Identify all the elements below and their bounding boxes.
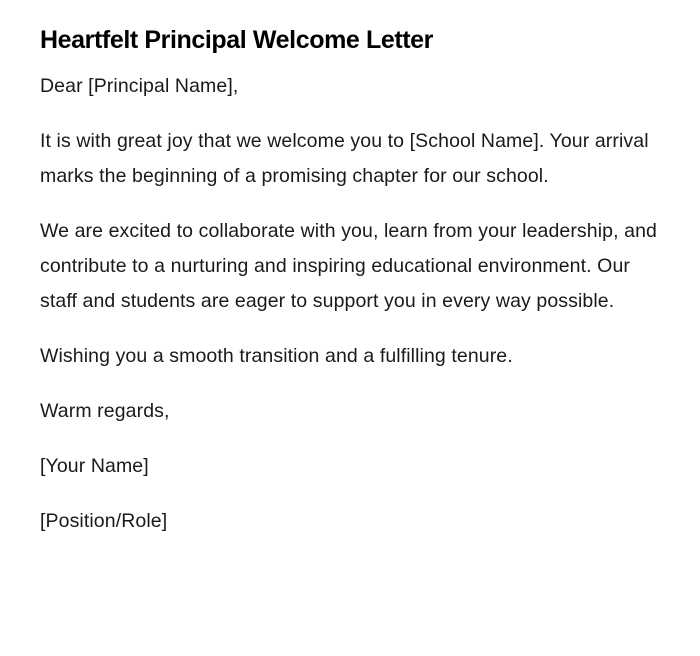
letter-title: Heartfelt Principal Welcome Letter bbox=[40, 26, 434, 54]
body-paragraph: It is with great joy that we welcome you to [School Name]. Your arrival marks the beginning of a promising chapter for our school. bbox=[40, 130, 649, 187]
body-paragraph: We are excited to collaborate with you, learn from your leadership, and contribute to a nurturing and inspiring educational environment. Our staff and students are eager to support you in every way possible. bbox=[40, 220, 657, 312]
signature-role: [Position/Role] bbox=[40, 510, 168, 532]
signature-name: [Your Name] bbox=[40, 455, 149, 477]
body-paragraph: Wishing you a smooth transition and a fulfilling tenure. bbox=[40, 345, 513, 367]
salutation: Dear [Principal Name], bbox=[40, 75, 239, 97]
closing: Warm regards, bbox=[40, 400, 170, 422]
